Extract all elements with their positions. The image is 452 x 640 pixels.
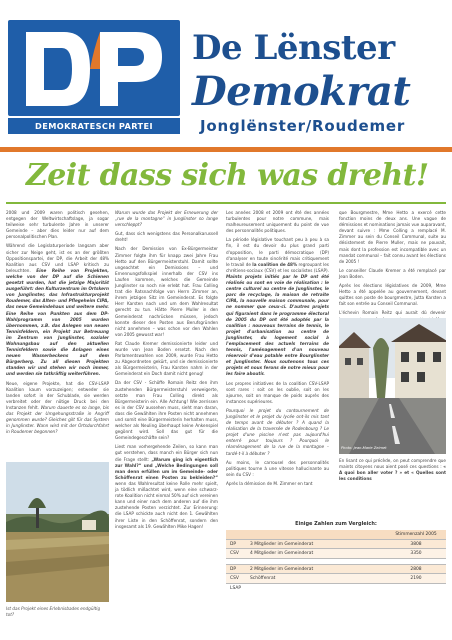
paragraph: Pourquoi le projet du contournement de Junglinster et le projet du lycée ont-ils mis tant de temps avant de débuter ? A quand la réalisation de la traversée de Rodenbourg ? Le projet d'une piscine n'est pas aujourd'hui enterré pour toujours ? Pourquoi le réaménagement de la rue de la montagne – tardé-t-il à débuter ?: [226, 407, 329, 456]
table-cell: DP: [230, 541, 237, 547]
green-divider: [6, 202, 446, 204]
text: Während die Legislaturperiode langsam aber sicher zur Neige geht, ist es an der größten Oppositionspartei, der DP, die Arbeit der 48% Koalition aus CSV und LSAP kritisch zu beleuchten.: [6, 243, 109, 273]
text: regroupant les chrétiens-sociaux (CSV) et les socialistes (LSAP).: [226, 261, 329, 273]
article-column-1: [6, 210, 109, 438]
comparison-table: [226, 530, 446, 591]
table-cell: 2808: [410, 566, 422, 572]
paragraph: Le conseiller Claude Kremer a été remplacé par Jean Boden.: [339, 267, 446, 279]
text: Liest man vorhergehende Zeilen, so kann man gut verstehen, dass manch ein Bürger sich nun die Frage stellt:: [115, 444, 218, 462]
paragraph: Gut, dass sich wenigstens das Personalkarussell dreht!: [115, 231, 218, 243]
paragraph: [339, 458, 446, 482]
paragraph: Après les élections législatives de 2009, Mme Hetto a été appelée au gouvernement, devant quittes son poste de bourgmestre, Jutta Karsten a fait son entrée au Conseil Communal.: [339, 283, 446, 307]
photo-caption: Ist das Projekt eines Erlebnisbades endgültig tot?: [6, 606, 101, 617]
text: La période législative touchant peu à peu à sa fin, il est du devoir du plus grand parti d'opposition, le parti démocratique (DP) d'analyser en toute sincérité mais critiquement le travail de: [226, 237, 329, 267]
paragraph: Da der CSV - Schöffe Romain Reitz den ihm zustehenden Bürgermeisterstuhl verweigerte, setzte man Frau Colling direkt als Bürgermeisterin ein. Alle Achtung! Wie zerrissen es in der CSV aussehen muss, sieht man daran, dass die Gewählten ihre Posten nicht annehmen und somit eine Bürgermeisterin herhalten muss, welcher als Neuling überhaupt keine Ankenspiel gegönnt wird. Soll das gut für die Gemeindegeschäfte sein?: [115, 380, 218, 441]
table-cell: 3350: [410, 551, 422, 556]
paragraph: L'échevin Romain Reitz qui aurait dû devenir: [339, 310, 446, 316]
text-emphasis: Maints projets initiés par le DP ont été réalisés ou sont en voie de réalisation : le centre culturel au centre de Junglinster, le parc de recyclage, la maison de retraite CIPA, la nouvelle maison communale, pour ne nommer que ceux-ci. D'autres projets qui figuraient dans le programme électoral de 2005 du DP ont été adoptés par la coalition : nouveaux terrains de tennis, le projet d'urbanisation au centre de Junglinster, du logement social à l'emplacement des actuels terrains de tennis, l'aménagement d'un nouveau réservoir d'eau potable entre Bourglinster et Junglinster. Nous soutenons tous ces projets et nous ferons de notre mieux pour les faire aboutir.: [226, 273, 329, 377]
paragraph: [6, 243, 109, 377]
comparison-table-title: Einige Zahlen zum Vergleich:: [295, 521, 377, 527]
text-emphasis: Eine Reihe von Projekten, welche von der DP auf die Schienen gesetzt wurden, hat die jetzige Majorität ausgeführt: den Kulturzentrum im Ortskern von Junglinster, das Infrastrukturprojekt Roudemer, das Alten- und Pflegeheim CIPA, das neue Gemeindehaus und weitere mehr. Eine Reihe von Punkten aus dem DP-Wahlprogramm von 2005 wurden übernommen, z.B. das Anlegen von neuen Tennisfeldern, ein Projekt zur Betreuung im Zentrum von Junglinster, sozialer Wohnungsbau auf den aktuellen Tennisfeldern sowie die Anlagen eines neuen Wasserbeckens auf dem Bürgerberg. Zu all diesen Projekten standen wir und stehen wir noch immer, und werden sie tatkräftig weiterführen.: [6, 267, 109, 377]
table-row: [226, 549, 446, 559]
paragraph: [6, 381, 109, 436]
headline: Zeit dass sich was dreht!: [26, 158, 429, 193]
paragraph: Les années 2008 et 2009 ont été des années turbulentes pour notre commune, mais malheureusement uniquement du point de vue des personnalités politiques.: [226, 210, 329, 234]
photo-caption: Photo: Jean-Marie Zeimet: [341, 446, 387, 450]
article-column-3: [226, 210, 329, 490]
paragraph: Warum wurde das Projekt der Erneuerung der „rue de la montagne“ in Junglinster so lange verschleppt?: [115, 210, 218, 228]
article-column-2: [115, 210, 218, 533]
text-emphasis: „Warum ging ich eigentlich zur Wahl?“ und „Welche Bedingungen soll man denn erfüllen um im Gemeinde- oder Schöffenrat einen Posten zu bekleiden?“: [115, 456, 218, 480]
paragraph: [226, 237, 329, 377]
masthead: [0, 0, 452, 152]
text: Neue, eigene Projekte, hat die CSV-LSAP Koalition kaum vorzuzeigen; entweder sie landen sofort in der Schublade, sie werden verbreitet oder der nötige Druck bei den Instanzen fehlt.: [6, 380, 109, 410]
article-column-4-continued: [339, 458, 446, 485]
table-header-row: [226, 530, 446, 540]
orange-divider: [0, 147, 452, 152]
masthead-title-line1: De Lënster: [192, 28, 395, 68]
photo-empty-field: [6, 462, 109, 602]
table-row: [226, 565, 446, 575]
text-emphasis: Warum dauerte es so lange, bis das Projekt der Umgehungsstraße in Angriff genommen wurde? Gleiches gilt für das System in Junglinster. Wann wird mit der Ortsdurchfahrt in Roudemer begonnen?: [6, 404, 109, 435]
table-cell: 2190: [410, 576, 422, 581]
table-cell: CSV: [230, 551, 239, 556]
table-row: [226, 574, 446, 591]
table-row: [226, 540, 446, 550]
paragraph: Après la démission de M. Zimmer en tant: [226, 480, 313, 486]
party-name: DEMOKRATESCH PARTEI: [8, 118, 180, 134]
table-cell: CSV LSAP: [230, 576, 241, 591]
paragraph: que Bourgmestre, Mme Hetto a exercé cette fonction moins de deux ans. Une vague de démissions et nominations jamais vue auparavant, devant suivre : Mme Colling a remplacé M. Zimmer au sein du Conseil Communal, suite au désistement de Pierre Muller, mais ne pouvait, mais dont la profession est incompatible avec un mandat communal – fait connu avant les élections de 2005 !: [339, 210, 446, 264]
paragraph: Nach der Demission von Ex-Bürgermeister Zimmer folgte ihm für knapp zwei Jahre Frau Hetto auf den Bürgermeisterstuhl. Damit sollte ungeachtet ein Demissions – und Ernennungsfolkspiel innerhalb der CSV ins Laufen kommen, welches die Gemeinde Junglinster so noch nie erlebt hat. Frau Colling trat die Ratsnachfolge von Herrn Zimmer an, ihrem jetzigen Sitz im Gemeinderat. Es folgte Herr Karsten nach und um dem Wahlresultat gerecht zu tun. Hätte Pierre Muller in den Gemeinderat nachrücken müssen, jedoch konnte dieser den Posten aus Berufsgründen nicht annehmen – was schon vor den Wahlen von 2005 gewusst war!: [115, 246, 218, 337]
dp-logo-icon: [18, 28, 170, 110]
text-emphasis: « A quoi bon aller voter ? » et « Quelles sont les conditions: [339, 464, 446, 482]
party-logo: [8, 20, 180, 134]
table-cell: 2 Mitglieder im Gemeinderat: [250, 566, 314, 572]
paragraph: Les propres initiatives de la coalition CSV-LSAP sont rares : soit on les oublie, soit on les ajourne, soit on manque de poids auprès des instances supérieures.: [226, 380, 329, 404]
photo-village-street: [339, 318, 446, 454]
masthead-subtitle: Jonglënster/Roudemer: [200, 117, 406, 135]
table-header-cell: Stimmenzahl 2005: [395, 532, 437, 537]
paragraph: [115, 444, 218, 529]
table-cell: DP: [230, 566, 237, 572]
table-cell: 3808: [410, 541, 422, 547]
text-emphasis: la coalition de 48%: [252, 261, 298, 267]
paragraph: Au moins, le carrousel des personnalités politiques tourne à une vitesse hallucinante au sein du CSV :: [226, 459, 329, 477]
paragraph: Rat Claude Kremer demissionierte leider und wurde von Jean Boden ersetzt. Nach den Parlamentswahlen von 2009, wurde Frau Hetto zu Abgeordneten gekürt, und sie demissionierte als Bürgermeisterin, Frau Karsten nahm in der Gemeinderat ein Doch damit nicht genug!: [115, 340, 218, 377]
logo-box: [8, 20, 180, 116]
table-cell: 3 Mitglieder im Gemeinderat: [250, 541, 314, 547]
table-cell: 4 Mitglieder im Gemeinderat: [250, 551, 314, 556]
text: En lisant ce qui précède, on peut comprendre que maints citoyens nous aient posé ces questions :: [339, 458, 446, 470]
table-cell: Schöffenrat: [250, 576, 276, 581]
text: wenn das Wahlresultat keine Rolle mehr spielt, ja tödlich mißachtet wird, wenn eine schwarz-rote Koalition nicht einmal 50% auf sich vereinen kann und einer nach dem anderen auf die ihm zustehende Posten verzichtet. Zur Erinnerung: die LSAP schickte auch nicht den 1. Gewählten ihrer Liste in den Schöffenrat, sondern den insgesamt als 19. Gewählten Mike Hagen!: [115, 480, 218, 529]
paragraph: 2008 und 2009 waren politisch gesehen, entgegen der Weltwirtschaftslage, ja sogar teilweise sehr turbulente Jahre in unserer Gemeinde – aber dies leider nur auf dem personalpolitischen Plan.: [6, 210, 109, 240]
masthead-title-line2: Demokrat: [192, 68, 411, 115]
